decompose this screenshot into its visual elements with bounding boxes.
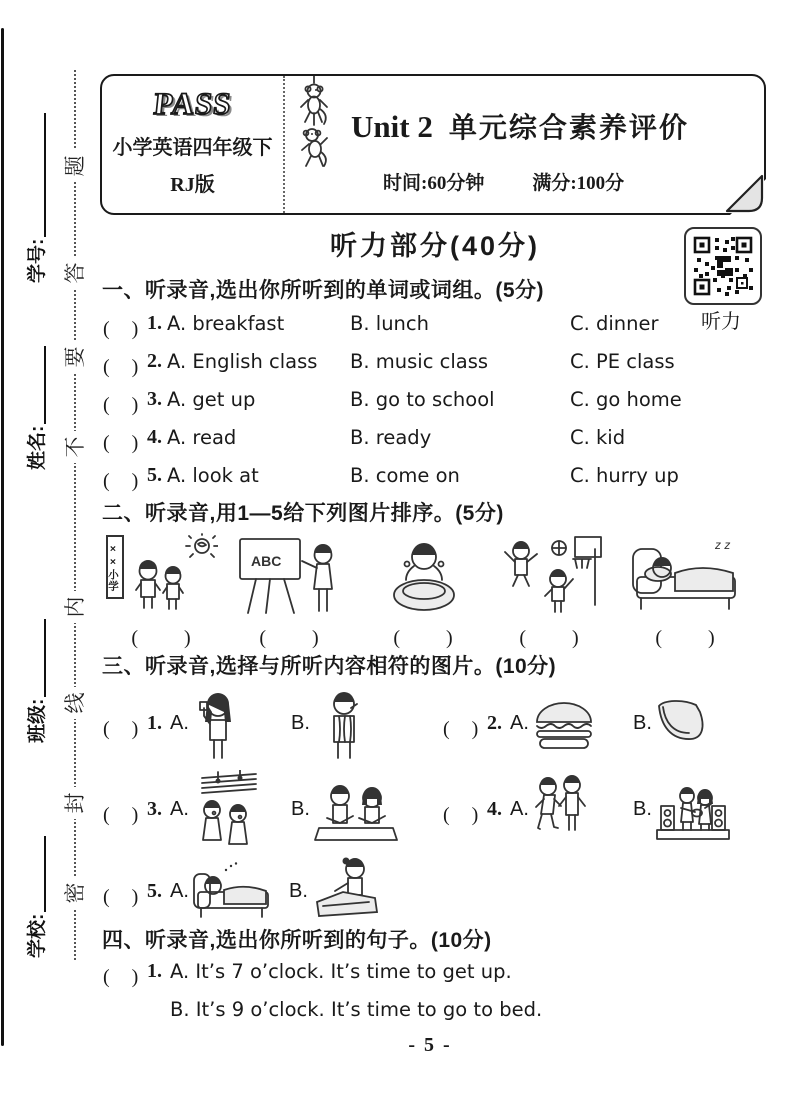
singing-illustration xyxy=(194,770,260,850)
full-score: 满分:100分 xyxy=(532,173,625,194)
option-b: B. go to school xyxy=(350,388,495,411)
answer-blank: ( ) xyxy=(393,627,455,649)
name-label: 姓名: xyxy=(27,425,48,470)
unit-number: Unit 2 xyxy=(351,109,433,144)
option-b-label: B. xyxy=(633,712,652,734)
option-a-label: A. xyxy=(170,798,189,820)
classroom-illustration xyxy=(234,533,346,619)
answer-blank: ( ) xyxy=(259,627,321,649)
seal-char: 内 xyxy=(60,591,92,623)
question-number: 2. xyxy=(147,350,162,372)
book-title: 小学英语四年级下 xyxy=(112,137,273,159)
student-id-label: 学号: xyxy=(27,238,48,283)
question-row xyxy=(103,960,793,990)
seal-char: 题 xyxy=(60,150,92,182)
student-id-blank xyxy=(44,113,46,237)
pass-logo: PASS xyxy=(151,86,234,121)
question-number: 1. xyxy=(147,712,162,734)
question-row xyxy=(103,312,783,342)
monkey-illustration xyxy=(293,76,335,184)
basketball-illustration xyxy=(495,533,605,619)
option-b-label: B. xyxy=(291,798,310,820)
answer-blank: ( ) xyxy=(103,432,140,454)
question-row xyxy=(0,770,800,854)
seal-char: 封 xyxy=(60,787,92,819)
option-c: C. kid xyxy=(570,426,626,449)
time-limit: 时间:60分钟 xyxy=(383,173,485,194)
option-a-label: A. xyxy=(170,712,189,734)
option-a: A. get up xyxy=(167,388,256,411)
answer-blank: ( ) xyxy=(103,470,140,492)
answer-blank: ( ) xyxy=(103,966,140,988)
question-number: 4. xyxy=(487,798,502,820)
blackboard-text: ABC xyxy=(251,553,282,569)
header-left-panel xyxy=(102,76,285,213)
picture-go-to-school xyxy=(106,533,218,647)
seal-char: 答 xyxy=(60,257,92,289)
seal-char: 密 xyxy=(60,877,92,909)
question-row xyxy=(103,464,783,494)
picture-play-basketball xyxy=(494,533,606,647)
option-b: B. ready xyxy=(350,426,432,449)
music-performance-illustration xyxy=(655,778,731,846)
running-illustration xyxy=(532,772,588,850)
question-number: 3. xyxy=(147,388,162,410)
question-number: 3. xyxy=(147,798,162,820)
unit-title: 单元综合素养评价 xyxy=(448,112,689,143)
question-row xyxy=(0,852,800,926)
picture-attend-class xyxy=(234,533,346,647)
option-a: A. read xyxy=(167,426,237,449)
option-b-label: B. xyxy=(291,712,310,734)
page-number: - 5 - xyxy=(408,1034,452,1056)
section1-heading: 一、听录音,选出你所听到的单词或词组。(5分) xyxy=(102,279,544,302)
section3-heading: 三、听录音,选择与所听内容相符的图片。(10分) xyxy=(102,655,557,678)
answer-blank: ( ) xyxy=(103,718,140,740)
wash-face-illustration xyxy=(374,533,474,619)
option-a-label: A. xyxy=(170,880,189,902)
picture-wash-face xyxy=(368,533,480,647)
option-b-label: B. xyxy=(289,880,308,902)
question-number: 2. xyxy=(487,712,502,734)
seal-char: 要 xyxy=(60,341,92,373)
making-bed-illustration xyxy=(313,854,381,926)
option-b: B. lunch xyxy=(350,312,429,335)
bread-illustration xyxy=(655,698,709,752)
question-row xyxy=(103,426,783,456)
question-row xyxy=(103,998,793,1028)
option-a-label: A. xyxy=(510,798,529,820)
question-number: 5. xyxy=(147,880,162,902)
option-c: C. hurry up xyxy=(570,464,679,487)
answer-blank: ( ) xyxy=(519,627,581,649)
sleeping-illustration xyxy=(627,533,745,619)
option-b: B. come on xyxy=(350,464,460,487)
answer-blank: ( ) xyxy=(103,886,140,908)
page-fold-corner xyxy=(717,166,767,216)
header-right-panel xyxy=(285,76,764,213)
question-row xyxy=(103,350,783,380)
name-blank xyxy=(44,346,46,424)
answer-blank: ( ) xyxy=(443,718,480,740)
edition-label: RJ版 xyxy=(170,174,215,196)
sleeping-in-bed-illustration xyxy=(192,862,272,924)
school-gate-sign: ××小学 xyxy=(106,535,124,599)
reading-at-desk-illustration xyxy=(313,778,399,848)
seal-char: 不 xyxy=(60,431,92,463)
sleep-zzz-text: z z xyxy=(715,538,731,552)
question-number: 5. xyxy=(147,464,162,486)
option-a-label: A. xyxy=(510,712,529,734)
answer-blank: ( ) xyxy=(131,627,193,649)
question-number: 4. xyxy=(147,426,162,448)
answer-blank: ( ) xyxy=(103,318,140,340)
option-b: B. music class xyxy=(350,350,489,373)
question-number: 1. xyxy=(147,312,162,334)
hamburger-illustration xyxy=(532,694,596,752)
school-label: 学校: xyxy=(27,913,48,958)
listening-part-title: 听力部分(40分) xyxy=(329,231,540,261)
exam-header-box xyxy=(100,74,766,215)
section2-heading: 二、听录音,用1—5给下列图片排序。(5分) xyxy=(102,502,504,525)
answer-blank: ( ) xyxy=(443,804,480,826)
option-a: A. It’s 7 o’clock. It’s time to get up. xyxy=(170,960,512,983)
qr-code xyxy=(684,227,762,305)
wash-face-towel-illustration xyxy=(317,688,371,766)
question-row xyxy=(0,686,800,770)
option-b: B. It’s 9 o’clock. It’s time to go to bed. xyxy=(170,998,543,1021)
seal-char: 线 xyxy=(60,687,92,719)
option-a: A. look at xyxy=(167,464,259,487)
picture-ordering-row xyxy=(106,533,770,647)
option-a: A. breakfast xyxy=(167,312,285,335)
option-c: C. dinner xyxy=(570,312,659,335)
answer-blank: ( ) xyxy=(655,627,717,649)
option-b-label: B. xyxy=(633,798,652,820)
option-a: A. English class xyxy=(167,350,318,373)
question-row xyxy=(103,388,783,418)
option-c: C. PE class xyxy=(570,350,675,373)
question-number: 1. xyxy=(147,960,162,982)
option-c: C. go home xyxy=(570,388,682,411)
answer-blank: ( ) xyxy=(103,394,140,416)
answer-blank: ( ) xyxy=(103,356,140,378)
student-id-field xyxy=(21,113,51,283)
brush-teeth-illustration xyxy=(194,688,242,766)
qr-code-label: 听力 xyxy=(701,311,741,333)
name-field xyxy=(21,346,51,470)
section4-heading: 四、听录音,选出你所听到的句子。(10分) xyxy=(102,929,492,952)
picture-go-to-sleep xyxy=(626,533,746,647)
answer-blank: ( ) xyxy=(103,804,140,826)
class-label: 班级: xyxy=(27,698,48,743)
